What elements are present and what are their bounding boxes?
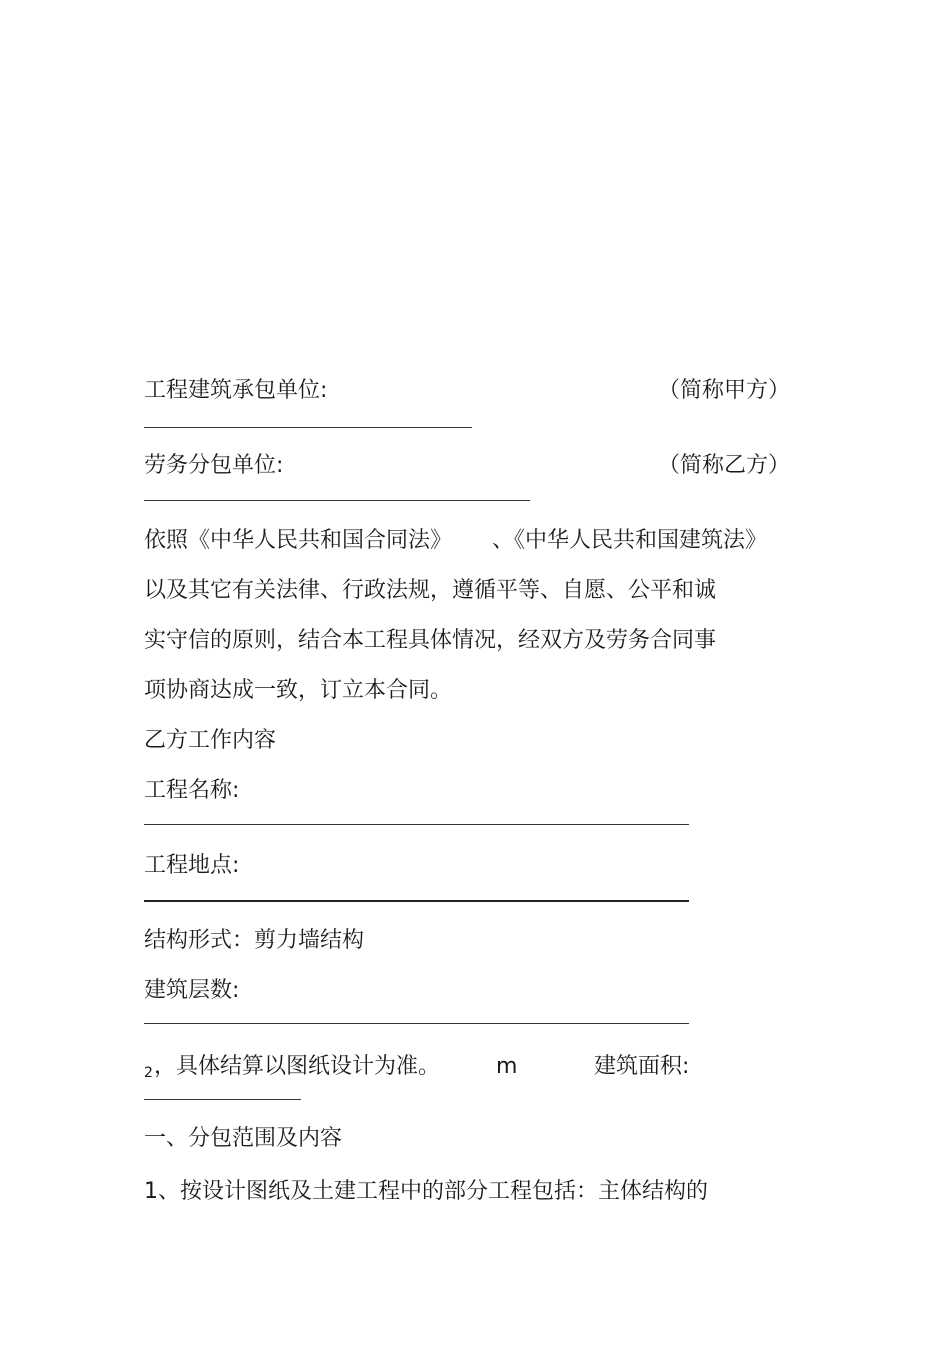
project-site-label: 工程地点: <box>144 853 240 878</box>
floors-label: 建筑层数: <box>144 978 240 1003</box>
party-b-blank-line <box>144 500 530 501</box>
party-b-alias: （简称乙方） <box>658 453 791 478</box>
party-b-label: 劳务分包单位: <box>144 453 284 478</box>
structure-type: 结构形式：剪力墙结构 <box>144 928 365 953</box>
preamble-line-2: 以及其它有关法律、行政法规，遵循平等、自愿、公平和诚 <box>144 578 717 603</box>
area-blank-line <box>144 1099 301 1100</box>
preamble-line-4: 项协商达成一致，订立本合同。 <box>144 678 453 703</box>
area-label: 建筑面积: <box>594 1054 690 1079</box>
project-name-label: 工程名称: <box>144 778 240 803</box>
area-superscript: 2 <box>144 1065 153 1081</box>
party-a-blank-line <box>144 427 472 428</box>
area-unit: m <box>496 1054 518 1079</box>
work-content-heading: 乙方工作内容 <box>144 728 277 753</box>
preamble-law-contract: 依照《中华人民共和国合同法》 <box>144 528 453 553</box>
project-site-blank-line <box>144 900 689 902</box>
preamble-law-construction: 、《中华人民共和国建筑法》 <box>492 528 768 553</box>
section-1-item-1: 1、按设计图纸及土建工程中的部分工程包括：主体结构的 <box>144 1179 708 1204</box>
section-1-title: 一、分包范围及内容 <box>144 1126 343 1151</box>
party-a-alias: （简称甲方） <box>658 378 791 403</box>
project-name-blank-line <box>144 824 689 825</box>
floors-blank-line <box>144 1023 689 1024</box>
party-a-label: 工程建筑承包单位: <box>144 378 328 403</box>
preamble-line-3: 实守信的原则，结合本工程具体情况，经双方及劳务合同事 <box>144 628 717 653</box>
area-settlement-note: ，具体结算以图纸设计为准。 <box>154 1054 441 1079</box>
